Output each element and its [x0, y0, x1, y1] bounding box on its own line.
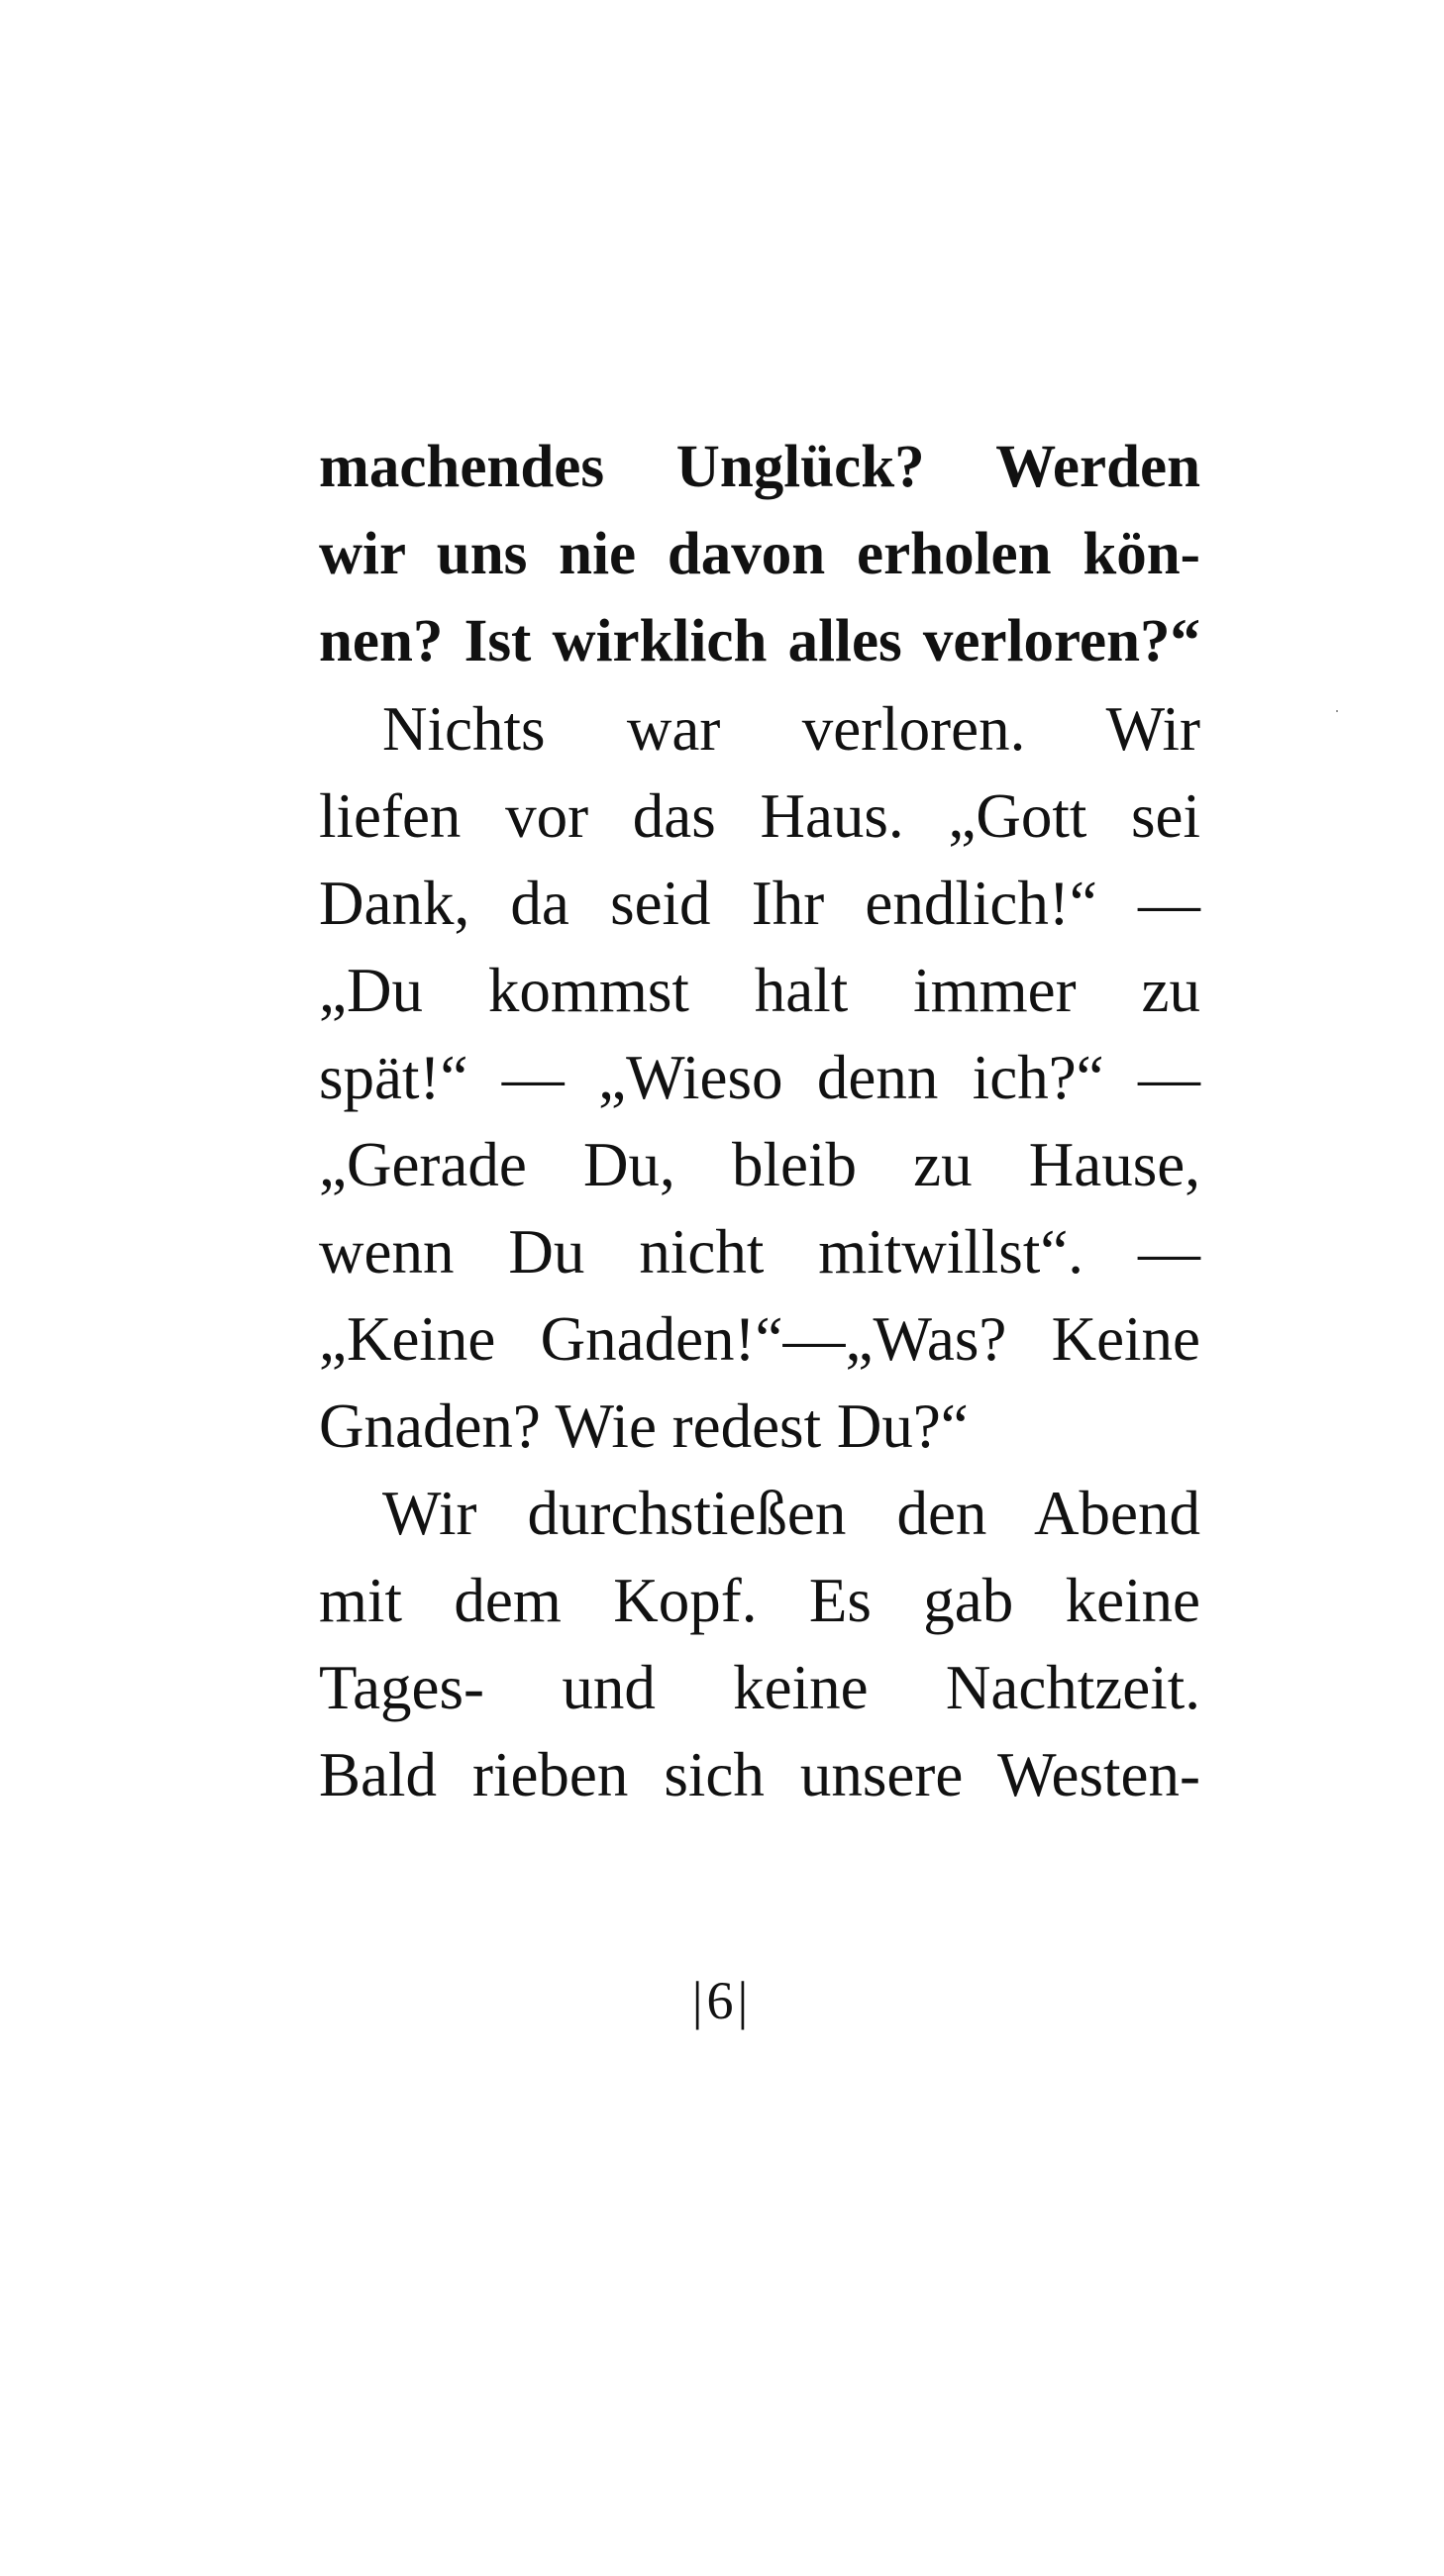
text-line: liefen vor das Haus. „Gott sei: [319, 781, 1200, 851]
text-line: „Du kommst halt immer zu: [319, 956, 1200, 1025]
text-line: „Gerade Du, bleib zu Hause,: [319, 1130, 1200, 1199]
page-number: |6|: [691, 1971, 753, 2030]
text-line: „Keine Gnaden!“—„Was? Keine: [319, 1304, 1200, 1374]
body-text: [319, 424, 1200, 1818]
text-line: Bald rieben sich unsere Westen-: [319, 1740, 1200, 1809]
text-line: spät!“ — „Wieso denn ich?“ —: [319, 1043, 1200, 1112]
text-line: machendes Unglück? Werden: [319, 434, 1200, 500]
text-line: wenn Du nicht mitwillst“. —: [319, 1217, 1200, 1287]
text-line: Nichts war verloren. Wir: [382, 694, 1200, 764]
text-line: Tages- und keine Nachtzeit.: [319, 1653, 1200, 1722]
scan-speck: [1336, 710, 1338, 712]
text-line: nen? Ist wirklich alles verloren?“: [319, 608, 1200, 674]
text-line: mit dem Kopf. Es gab keine: [319, 1566, 1200, 1635]
text-line: Gnaden? Wie redest Du?“: [319, 1391, 969, 1461]
text-line: Dank, da seid Ihr endlich!“ —: [319, 869, 1200, 938]
text-line: Wir durchstießen den Abend: [382, 1479, 1200, 1548]
text-line: wir uns nie davon erholen kön-: [319, 521, 1200, 587]
